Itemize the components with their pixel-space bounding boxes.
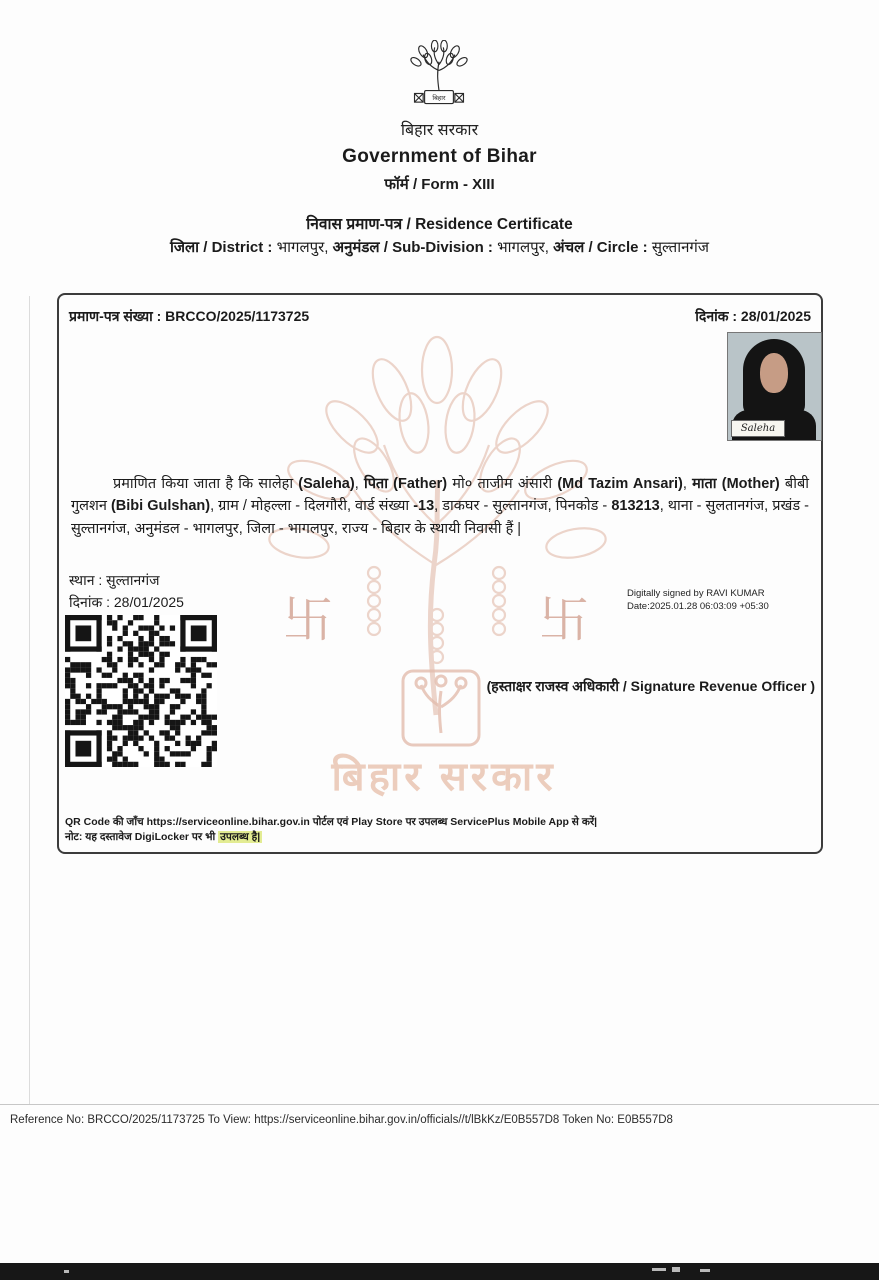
certificate-box — [57, 293, 823, 854]
digital-signature-line2: Date:2025.01.28 06:03:09 +05:30 — [627, 601, 769, 613]
scan-bottom-band — [0, 1263, 879, 1280]
signature-officer-line: (हस्ताक्षर राजस्व अधिकारी / Signature Revenue Officer ) — [486, 678, 815, 694]
scan-artifact — [652, 1268, 666, 1271]
district-line: जिला / District : भागलपुर, अनुमंडल / Sub-Division : भागलपुर, अंचल / Circle : सुल्तानगंज — [170, 239, 709, 256]
certificate-number — [69, 307, 309, 326]
date-line: दिनांक : 28/01/2025 — [69, 594, 184, 610]
certificate-number-value: BRCCO/2025/1173725 — [165, 308, 310, 324]
emblem-caption: बिहार सरकार — [400, 122, 479, 139]
qr-verification-notes — [65, 815, 597, 847]
certificate-number-label: प्रमाण-पत्र संख्या : — [69, 308, 166, 324]
bihar-emblem-icon — [403, 40, 475, 116]
emblem-base-text: बिहार — [432, 94, 446, 102]
government-title: Government of Bihar — [342, 146, 537, 167]
scan-artifact — [672, 1267, 680, 1272]
certificate-date-value: 28/01/2025 — [740, 308, 811, 324]
certificate-date-label: दिनांक : — [695, 308, 741, 324]
certificate-date — [695, 307, 811, 326]
qr-code — [65, 615, 217, 767]
qr-note-line1: QR Code की जाँच https://serviceonline.bihar.gov.in पोर्टल एवं Play Store पर उपलब्ध ServicePlus Mobile App से करें| — [65, 815, 598, 828]
form-number: फॉर्म / Form - XIII — [384, 176, 495, 193]
scan-artifact — [700, 1269, 710, 1272]
photo-name-label: Saleha — [731, 420, 785, 437]
watermark-swastika-left-icon: 卐 — [283, 592, 333, 648]
reference-line: Reference No: BRCCO/2025/1173725 To View: https://serviceonline.bihar.gov.in/officials//t/lBkKz/E0B557D8 Token No: E0B557D8 — [10, 1114, 673, 1126]
qr-note-line2: नोट: यह दस्तावेज DigiLocker पर भी उपलब्ध है| — [65, 831, 261, 844]
digital-signature — [627, 587, 769, 614]
certificate-body-text: प्रमाणित किया जाता है कि सालेहा (Saleha), पिता (Father) मो० ताजीम अंसारी (Md Tazim Ansari), माता (Mother) बीबी गुलशन (Bibi Gulshan), ग्राम / मोहल्ला - दिलगौरी, वार्ड संख्या -13, डाकघर - सुल्तानगंज, पिनकोड - 813213, थाना - सुलतानगंज, प्रखंड - सुल्तानगंज, अनुमंडल - भागलपुर, जिला - भागलपुर, राज्य - बिहार के स्थायी निवासी हैं | — [71, 476, 809, 537]
certificate-title: निवास प्रमाण-पत्र / Residence Certificate — [306, 216, 573, 233]
place-line: स्थान : सुल्तानगंज — [69, 572, 160, 588]
scan-artifact — [64, 1270, 69, 1273]
watermark-swastika-right-icon: 卐 — [539, 592, 589, 648]
applicant-face — [760, 353, 788, 393]
watermark-text: बिहार सरकार — [331, 755, 557, 799]
applicant-photo — [727, 332, 822, 441]
digital-signature-line1: Digitally signed by RAVI KUMAR — [627, 588, 765, 599]
paper-edge-line — [29, 296, 30, 1104]
footer-divider-line — [0, 1104, 879, 1105]
